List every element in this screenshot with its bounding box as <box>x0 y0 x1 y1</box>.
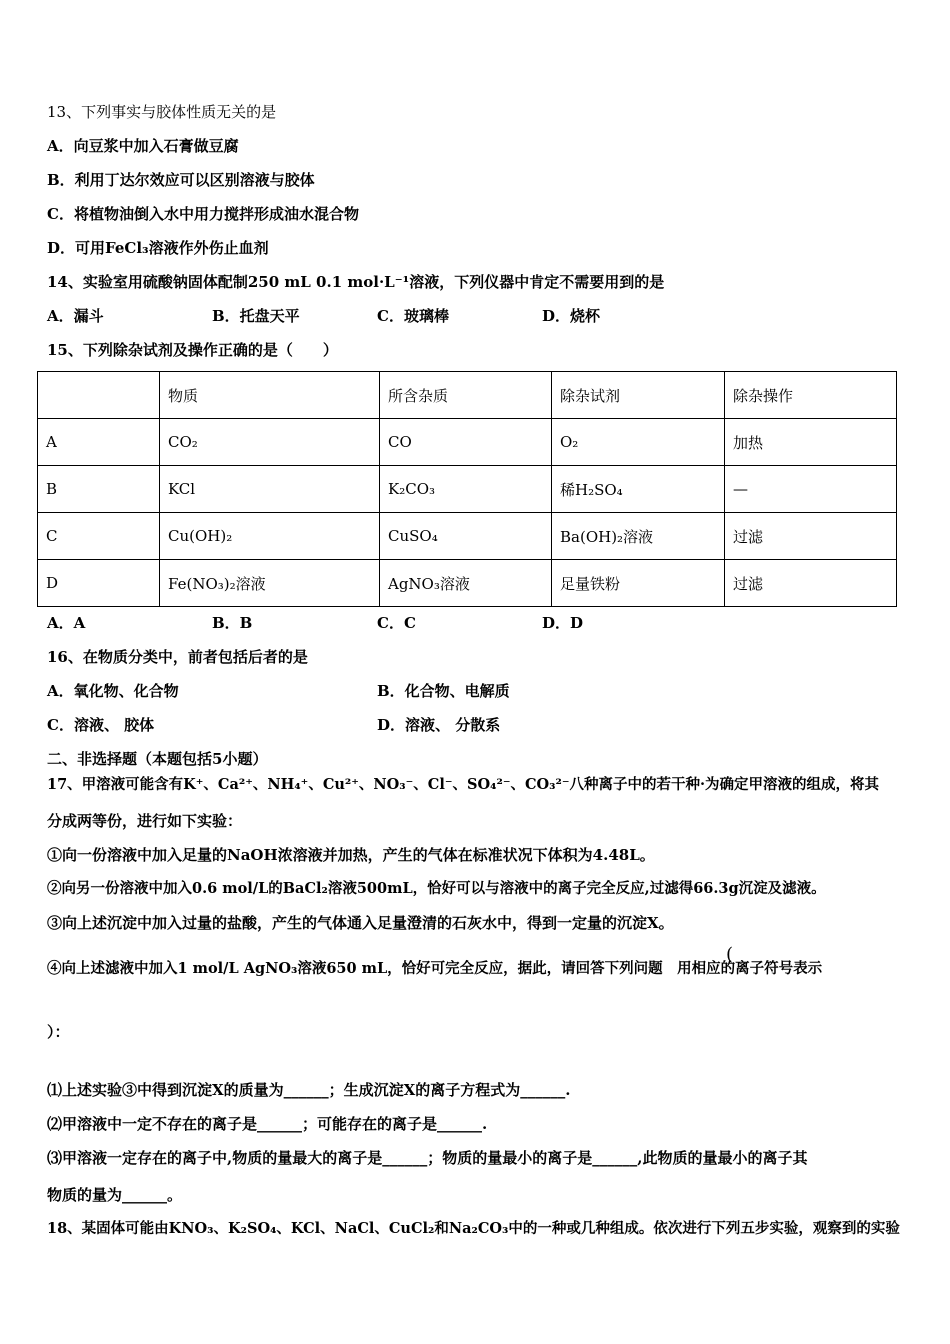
q18-stem: 18、某固体可能由KNO₃、K₂SO₄、KCl、NaCl、CuCl₂和Na₂CO₃中的一种或几种组成。依次进行下列五步实验，观察到的实验 <box>47 1220 900 1237</box>
q17-stem: 17、甲溶液可能含有K⁺、Ca²⁺、NH₄⁺、Cu²⁺、NO₃⁻、Cl⁻、SO₄²⁻、CO₃²⁻八种离子中的若干种·为确定甲溶液的组成，将其 <box>47 776 880 793</box>
table-header: 物质 <box>160 372 380 419</box>
q16-option-b: B．化合物、电解质 <box>377 682 510 700</box>
table-header: 除杂操作 <box>725 372 897 419</box>
q15-option-d: D．D <box>542 614 584 632</box>
table-header: 除杂试剂 <box>552 372 725 419</box>
q17-step-3: ③向上述沉淀中加入过量的盐酸，产生的气体通入足量澄清的石灰水中，得到一定量的沉淀X。 <box>47 914 674 932</box>
q17-step-2: ②向另一份溶液中加入0.6 mol/L的BaCl₂溶液500mL，恰好可以与溶液中的离子完全反应,过滤得66.3g沉淀及滤液。 <box>47 880 826 897</box>
q14-option-d: D．烧杯 <box>542 307 601 325</box>
q14-option-a: A．漏斗 <box>47 307 104 325</box>
q17-step-4: ④向上述滤液中加入1 mol/L AgNO₃溶液650 mL，恰好可完全反应，据此，请回答下列问题 用相应的离子符号表示 <box>47 960 823 977</box>
table-cell: CO <box>380 419 552 466</box>
q15-table <box>37 371 897 607</box>
table-cell: 过滤 <box>725 513 897 560</box>
q16-stem: 16、在物质分类中，前者包括后者的是 <box>47 648 308 666</box>
q17-sub-2: ⑵甲溶液中一定不存在的离子是______；可能存在的离子是______. <box>47 1115 488 1133</box>
table-row <box>38 419 897 466</box>
q13-option-a: A．向豆浆中加入石膏做豆腐 <box>47 137 239 155</box>
table-cell: Ba(OH)₂溶液 <box>552 513 725 560</box>
table-cell: B <box>38 466 160 513</box>
q16-option-a: A．氧化物、化合物 <box>47 682 179 700</box>
q14-option-b: B．托盘天平 <box>212 307 300 325</box>
table-cell: 足量铁粉 <box>552 560 725 607</box>
q13-option-b: B．利用丁达尔效应可以区别溶液与胶体 <box>47 171 315 189</box>
table-cell: CO₂ <box>160 419 380 466</box>
q15-option-b: B．B <box>212 614 253 632</box>
table-cell: D <box>38 560 160 607</box>
table-cell: CuSO₄ <box>380 513 552 560</box>
table-header-row <box>38 372 897 419</box>
table-cell: K₂CO₃ <box>380 466 552 513</box>
table-cell: 加热 <box>725 419 897 466</box>
table-cell: C <box>38 513 160 560</box>
table-row <box>38 560 897 607</box>
q17-sub-3: ⑶甲溶液一定存在的离子中,物质的量最大的离子是______；物质的量最小的离子是______,此物质的量最小的离子其 <box>47 1149 808 1167</box>
q14-option-c: C．玻璃棒 <box>377 307 449 325</box>
table-cell: A <box>38 419 160 466</box>
table-cell: AgNO₃溶液 <box>380 560 552 607</box>
table-cell: 稀H₂SO₄ <box>552 466 725 513</box>
section-heading: 二、非选择题（本题包括5小题） <box>47 750 268 768</box>
q17-step-1: ①向一份溶液中加入足量的NaOH浓溶液并加热，产生的气体在标准状况下体积为4.48L。 <box>47 846 655 864</box>
q17-sub-1: ⑴上述实验③中得到沉淀X的质量为______；生成沉淀X的离子方程式为______. <box>47 1081 571 1099</box>
open-paren: ( <box>726 944 734 965</box>
q17-close: ）： <box>47 1023 70 1041</box>
q15-option-c: C．C <box>377 614 416 632</box>
q13-stem: 13、下列事实与胶体性质无关的是 <box>47 103 277 121</box>
table-header: 所含杂质 <box>380 372 552 419</box>
table-cell: Fe(NO₃)₂溶液 <box>160 560 380 607</box>
table-cell: KCl <box>160 466 380 513</box>
q15-stem: 15、下列除杂试剂及操作正确的是（ ） <box>47 341 338 359</box>
table-row <box>38 513 897 560</box>
table-cell: Cu(OH)₂ <box>160 513 380 560</box>
table-row <box>38 466 897 513</box>
table-cell: O₂ <box>552 419 725 466</box>
q14-stem: 14、实验室用硫酸钠固体配制250 mL 0.1 mol·L⁻¹溶液，下列仪器中肯定不需要用到的是 <box>47 273 665 291</box>
q17-stem-cont: 分成两等份，进行如下实验： <box>47 812 243 830</box>
q16-option-d: D．溶液、 分散系 <box>377 716 501 734</box>
q13-option-c: C．将植物油倒入水中用力搅拌形成油水混合物 <box>47 205 359 223</box>
q13-option-d: D．可用FeCl₃溶液作外伤止血剂 <box>47 239 269 257</box>
table-cell: — <box>725 466 897 513</box>
table-header <box>38 372 160 419</box>
q17-sub-3-cont: 物质的量为______。 <box>47 1186 183 1204</box>
q15-option-a: A．A <box>47 614 86 632</box>
table-cell: 过滤 <box>725 560 897 607</box>
q16-option-c: C．溶液、 胶体 <box>47 716 155 734</box>
